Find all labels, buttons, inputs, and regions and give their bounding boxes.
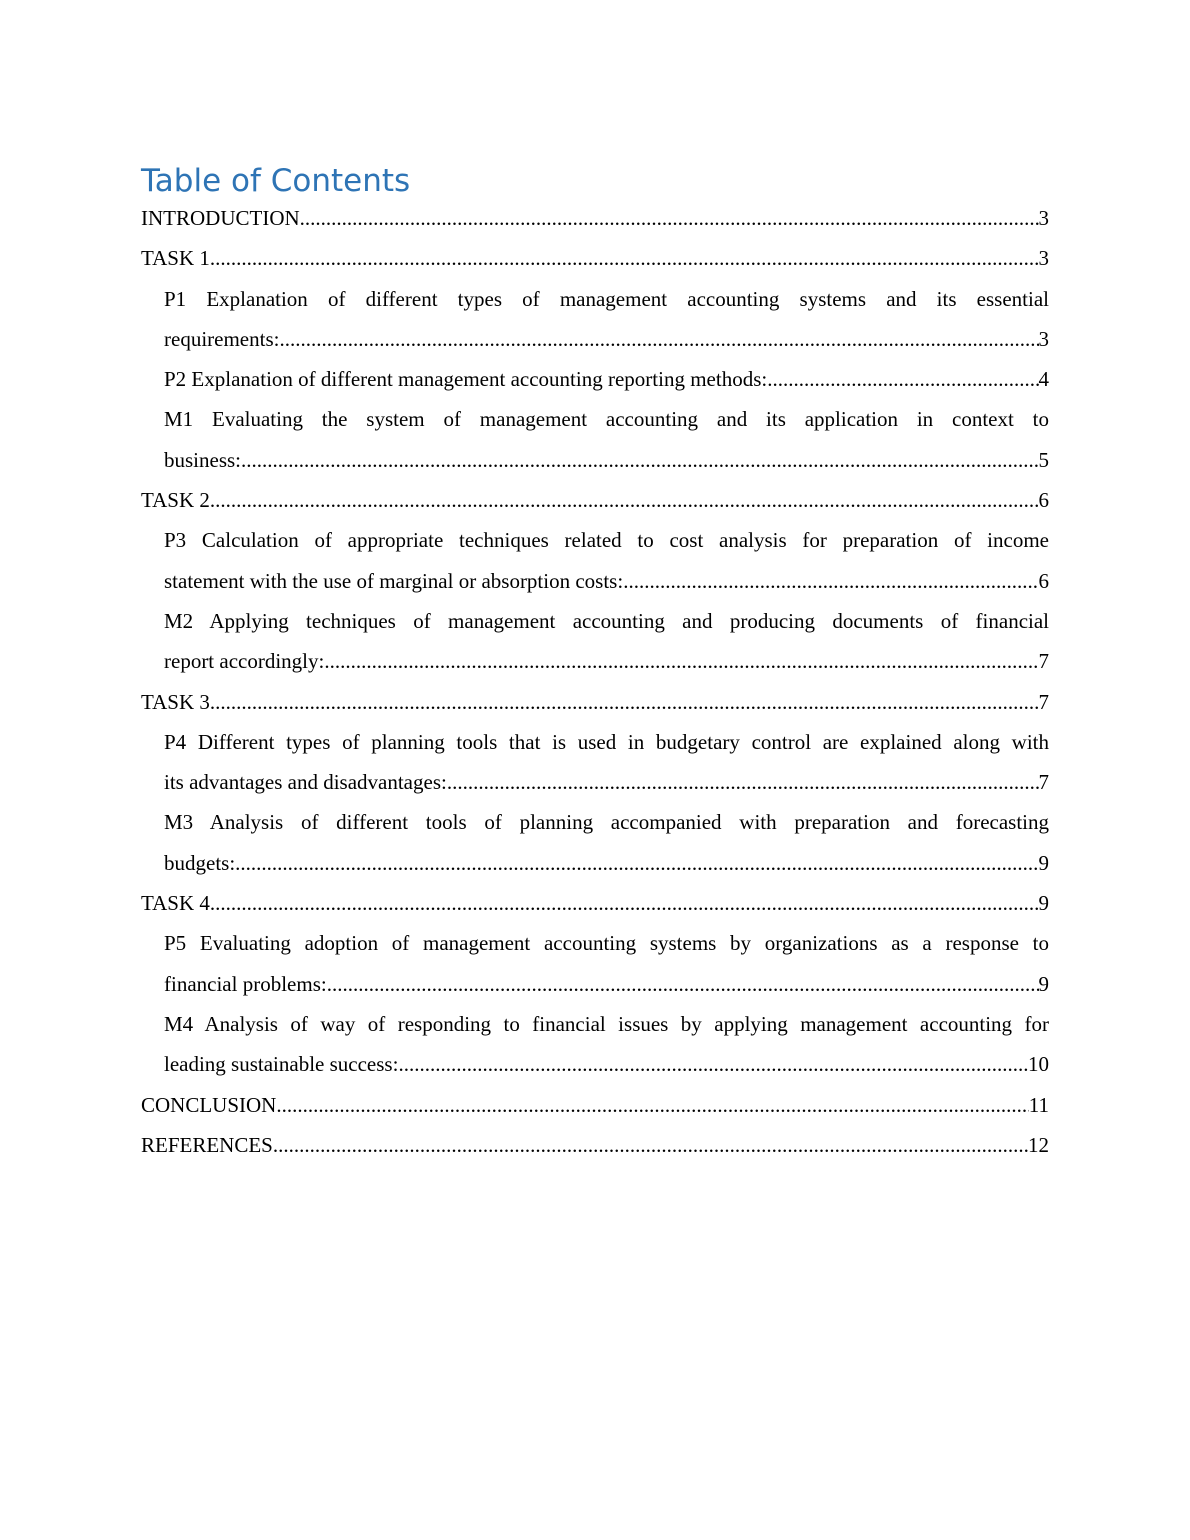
toc-entry-leader-line [141, 238, 1049, 278]
dot-leader [210, 480, 1039, 520]
toc-page-number: 9 [1038, 971, 1049, 996]
toc-entry[interactable] [141, 359, 1049, 399]
toc-entry-text-line: M1 Evaluating the system of management accounting and its application in context to [164, 407, 1049, 432]
toc-entry[interactable] [141, 1125, 1049, 1165]
toc-entry-leader-line [164, 1044, 1049, 1084]
toc-entry[interactable] [141, 682, 1049, 722]
toc-page-number: 6 [1038, 568, 1049, 593]
toc-entry-leader-line [164, 440, 1049, 480]
toc-page-number: 10 [1028, 1052, 1049, 1077]
dot-leader [324, 641, 1038, 681]
toc-page-number: 7 [1038, 649, 1049, 674]
toc-entry-title: INTRODUCTION [141, 206, 300, 230]
toc-entry-text-line: P1 Explanation of different types of management accounting systems and its essential [164, 286, 1049, 311]
toc-entry-leader-line [164, 762, 1049, 802]
dot-leader [623, 561, 1038, 601]
toc-entry-leader-line [141, 480, 1049, 520]
toc-entry-title: its advantages and disadvantages: [164, 770, 447, 795]
toc-entry-leader-line [164, 843, 1049, 883]
toc-entry-title: business: [164, 447, 242, 472]
toc-page-number: 9 [1038, 891, 1049, 916]
dot-leader [398, 1044, 1028, 1084]
dot-leader [279, 319, 1038, 359]
toc-entry-text-line: P5 Evaluating adoption of management accounting systems by organizations as a response to [164, 931, 1049, 956]
toc-entry-text-line: P3 Calculation of appropriate techniques related to cost analysis for preparation of income [164, 528, 1049, 553]
toc-entry[interactable] [141, 1085, 1049, 1125]
toc-entry-text-line: M4 Analysis of way of responding to financial issues by applying management accounting for [164, 1011, 1049, 1036]
toc-entry-title: financial problems: [164, 971, 327, 996]
toc-page-number: 11 [1028, 1092, 1049, 1117]
toc-entry-leader-line [164, 561, 1049, 601]
toc-entry[interactable] [141, 480, 1049, 520]
toc-entry[interactable] [141, 1004, 1049, 1085]
dot-leader [210, 682, 1039, 722]
toc-entry[interactable] [141, 601, 1049, 682]
toc-entry-leader-line [164, 319, 1049, 359]
toc-entry-title: requirements: [164, 326, 280, 351]
toc-entry-title: TASK 3 [141, 689, 210, 714]
toc-entry[interactable] [141, 279, 1049, 360]
toc-page-number: 9 [1038, 850, 1049, 875]
toc-entry-leader-line [141, 883, 1049, 923]
toc-entry[interactable] [141, 923, 1049, 1004]
toc-entry[interactable] [141, 198, 1049, 238]
toc-page-number: 4 [1038, 367, 1049, 392]
toc-page-number: 3 [1038, 206, 1049, 230]
toc-entry-leader-line [164, 964, 1049, 1004]
toc-page-number: 3 [1038, 326, 1049, 351]
document-page [141, 160, 1049, 1165]
toc-entry[interactable] [141, 722, 1049, 803]
toc-page-number: 3 [1038, 246, 1049, 271]
toc-entry-title: statement with the use of marginal or absorption costs: [164, 568, 624, 593]
dot-leader [300, 198, 1039, 238]
toc-page-number: 12 [1028, 1132, 1049, 1157]
toc-entry-text-line: M2 Applying techniques of management accounting and producing documents of financial [164, 608, 1049, 633]
toc-entry-title: TASK 1 [141, 246, 210, 271]
dot-leader [447, 762, 1039, 802]
toc-list [141, 198, 1049, 1165]
dot-leader [210, 238, 1039, 278]
toc-entry-title: TASK 2 [141, 488, 210, 513]
toc-entry[interactable] [141, 520, 1049, 601]
toc-entry-title: REFERENCES [141, 1132, 273, 1157]
toc-entry-leader-line [141, 1085, 1049, 1125]
toc-page-number: 5 [1038, 447, 1049, 472]
toc-entry-leader-line [164, 641, 1049, 681]
toc-entry-title: budgets: [164, 850, 236, 875]
toc-page-number: 7 [1038, 770, 1049, 795]
toc-entry-leader-line [164, 359, 1049, 399]
toc-entry-title: CONCLUSION [141, 1092, 277, 1117]
toc-entry-leader-line [141, 1125, 1049, 1165]
dot-leader [767, 359, 1038, 399]
dot-leader [210, 883, 1039, 923]
toc-entry-text-line: P4 Different types of planning tools that is used in budgetary control are explained along with [164, 729, 1049, 754]
toc-page-number: 7 [1038, 689, 1049, 714]
toc-entry-leader-line [141, 198, 1049, 238]
toc-entry[interactable] [141, 802, 1049, 883]
dot-leader [327, 964, 1039, 1004]
dot-leader [273, 1125, 1028, 1165]
toc-entry[interactable] [141, 238, 1049, 278]
toc-entry[interactable] [141, 883, 1049, 923]
toc-entry-title: P2 Explanation of different management accounting reporting methods: [164, 367, 768, 392]
toc-entry[interactable] [141, 399, 1049, 480]
dot-leader [235, 843, 1038, 883]
dot-leader [276, 1085, 1028, 1125]
toc-entry-leader-line [141, 682, 1049, 722]
toc-entry-text-line: M3 Analysis of different tools of planning accompanied with preparation and forecasting [164, 810, 1049, 835]
toc-entry-title: leading sustainable success: [164, 1052, 399, 1077]
toc-entry-title: report accordingly: [164, 649, 325, 674]
toc-title: Table of Contents [141, 163, 411, 199]
dot-leader [241, 440, 1038, 480]
toc-entry-title: TASK 4 [141, 891, 210, 916]
toc-page-number: 6 [1038, 488, 1049, 513]
